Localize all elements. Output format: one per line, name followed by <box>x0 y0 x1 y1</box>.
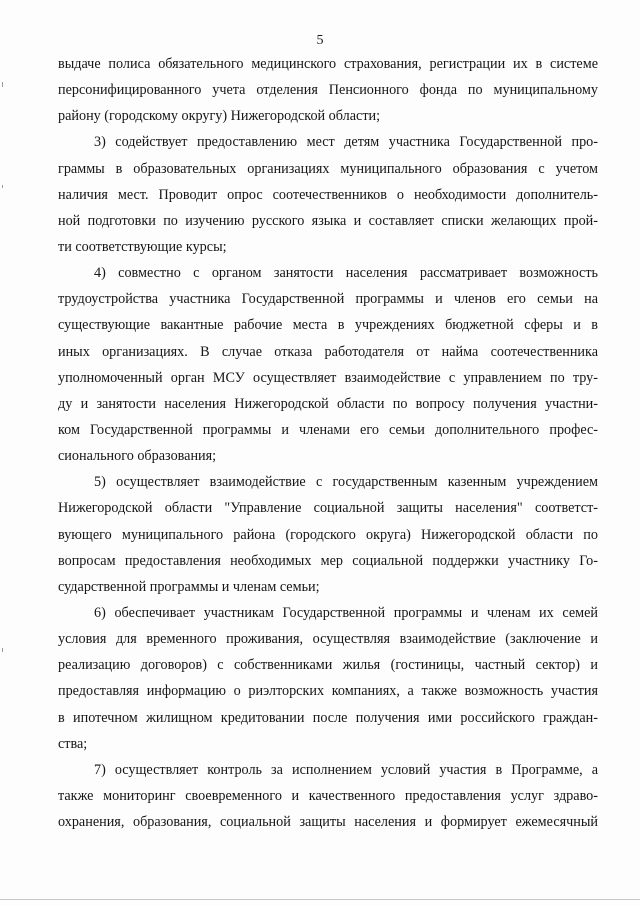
scan-edge-mark <box>2 648 3 652</box>
text-line: условия для временного проживания, осуществляя взаимодействие (заключение и <box>58 631 598 648</box>
text-line: трудоустройства участника Государственной программы и членов его семьи на <box>58 291 598 308</box>
text-line: 5) осуществляет взаимодействие с государственным казенным учреждением <box>94 474 598 491</box>
text-line: персонифицированного учета отделения Пенсионного фонда по муниципальному <box>58 82 598 99</box>
text-line: наличия мест. Проводит опрос соотечественников о необходимости дополнитель- <box>58 186 598 203</box>
text-line: выдаче полиса обязательного медицинского страхования, регистрации их в системе <box>58 56 598 72</box>
text-line: в ипотечном жилищном кредитовании после получения ими российского граждан- <box>58 709 598 726</box>
scan-edge-mark <box>2 185 3 188</box>
text-line: также мониторинг своевременного и качественного предоставления услуг здраво- <box>58 787 598 804</box>
text-line: существующие вакантные рабочие места в учреждениях бюджетной сферы и в <box>58 317 598 334</box>
text-line: вопросам предоставления необходимых мер социальной поддержки участнику Го- <box>58 552 598 569</box>
text-line: иных организациях. В случае отказа работодателя от найма соотечественника <box>58 343 598 360</box>
text-line: сионального образования; <box>58 448 217 465</box>
text-line: 4) совместно с органом занятости населения рассматривает возможность <box>94 265 598 282</box>
text-line: ства; <box>58 735 88 752</box>
text-line: сударственной программы и членам семьи; <box>58 578 320 595</box>
text-line: 7) осуществляет контроль за исполнением условий участия в Программе, а <box>94 761 598 778</box>
text-line: ду и занятости населения Нижегородской области по вопросу получения участни- <box>58 395 598 412</box>
text-line: 6) обеспечивает участникам Государственной программы и членам их семей <box>94 604 598 621</box>
text-line: уполномоченный орган МСУ осуществляет взаимодействие с управлением по тру- <box>58 369 598 386</box>
text-line: предоставляя информацию о риэлторских компаниях, а также возможность участия <box>58 683 598 700</box>
text-line: Нижегородской области "Управление социальной защиты населения" соответст- <box>58 500 598 517</box>
text-line: ти соответствующие курсы; <box>58 238 227 255</box>
text-line: ком Государственной программы и членами его семьи дополнительного профес- <box>58 421 598 438</box>
text-line: вующего муниципального района (городского округа) Нижегородской области по <box>58 526 598 543</box>
text-line: реализацию договоров) с собственниками жилья (гостиницы, частный сектор) и <box>58 657 598 674</box>
text-line: граммы в образовательных организациях муниципального образования с учетом <box>58 160 598 177</box>
body-text <box>58 51 598 835</box>
scan-edge-mark <box>0 899 640 900</box>
scan-edge-mark <box>2 82 3 87</box>
page-number: 5 <box>316 33 324 48</box>
text-line: охранения, образования, социальной защиты населения и формирует ежемесячный <box>58 814 598 831</box>
text-line: району (городскому округу) Нижегородской области; <box>58 108 381 125</box>
text-line: 3) содействует предоставлению мест детям участника Государственной про- <box>94 134 598 151</box>
text-line: ной подготовки по изучению русского языка и составляет списки желающих прой- <box>58 212 598 229</box>
